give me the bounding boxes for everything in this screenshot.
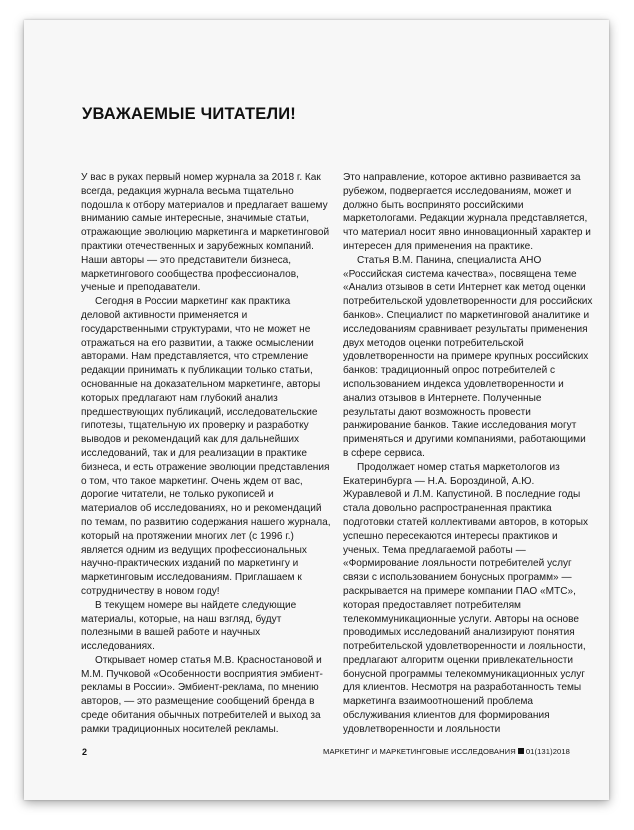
page-title: УВАЖАЕМЫЕ ЧИТАТЕЛИ! <box>82 105 296 123</box>
paragraph: Это направление, которое активно развивается за рубежом, подвергается исследованиям, может и должно быть воспринято российскими маркетологами. Редакции журнала представляется, что материал носит явно инновационный характер и интересен для применения на практике. <box>343 172 591 252</box>
right-column <box>343 171 593 737</box>
paragraph: Сегодня в России маркетинг как практика деловой активности применяется и государственными структурами, что не может не отражаться на его развитии, а также осмыслении авторами. Нам представляется, что стремление редакции принимать к публикации только статьи, основанные на доказательном маркетинге, авторы которых предлагают нам глубокий анализ предшествующих публикаций, исследовательские гипотезы, тщательную их проверку и разработку выводов и рекомендаций как для дальнейших исследований, так и для реализации в практике бизнеса, и есть отражение эволюции представления о том, что такое маркетинг. Очень ждем от вас, дорогие читатели, не только рукописей и материалов об исследованиях, но и рекомендаций по темам, по развитию содержания нашего журнала, который на протяжении многих лет (с 1996 г.) является одним из ведущих профессиональных научно-практических изданий по маркетингу и маркетинговым исследованиям. Приглашаем к сотрудничеству в новом году! <box>81 296 331 597</box>
journal-page <box>24 20 609 800</box>
paragraph: В текущем номере вы найдете следующие материалы, которые, на наш взгляд, будут полезными в вашей работе и научных исследованиях. <box>81 599 297 653</box>
page-number: 2 <box>82 747 88 757</box>
journal-name: МАРКЕТИНГ И МАРКЕТИНГОВЫЕ ИССЛЕДОВАНИЯ <box>323 747 516 756</box>
square-separator-icon <box>518 748 524 754</box>
paragraph: Продолжает номер статья маркетологов из Екатеринбурга — Н.А. Бороздиной, А.Ю. Журавлевой и Л.М. Капустиной. В последние годы стала довольно распространенная практика подготовки статей коллективами авторов, в которых успешно пересекаются интересы практиков и ученых. Тема предлагаемой работы — «Формирование лояльности потребителей услуг связи с использованием бонусных программ» — раскрывается на примере компании ПАО «МТС», которая предоставляет потребителям телекоммуникационные услуги. Авторы на основе проводимых исследований анализируют понятия потребительской удовлетворенности и лояльности, предлагают алгоритм оценки привлекательности бонусной программы телекоммуникационных услуг для клиентов. Несмотря на разработанность темы маркетинга взаимоотношений проблема обслуживания клиентов для формирования удовлетворенности и лояльности <box>343 461 589 735</box>
issue-number: 01(131)2018 <box>525 747 570 756</box>
paragraph: Открывает номер статья М.В. Красностановой и М.М. Пучковой «Особенности восприятия эмбиент-рекламы в России». Эмбиент-реклама, по мнению авторов, — это размещение сообщений бренда в среде обитания обычных потребителей и выход за рамки традиционных носителей рекламы. <box>81 654 323 735</box>
paragraph: У вас в руках первый номер журнала за 2018 г. Как всегда, редакция журнала весьма тщательно подошла к отбору материалов и предлагает вашему вниманию самые интересные, значимые статьи, отражающие эволюцию маркетинга и маркетинговой практики отечественных и зарубежных компаний. Наши авторы — это представители бизнеса, маркетингового сообщества профессионалов, ученые и преподаватели. <box>81 172 330 294</box>
paragraph: Статья В.М. Панина, специалиста АНО «Российская система качества», посвящена теме «Анализ отзывов в сети Интернет как метод оценки потребительской удовлетворенности для российских банков». Специалист по маркетинговой аналитике и исследованиям сравнивает результаты применения двух методов оценки потребительской удовлетворенности на примере крупных российских банков: традиционный опрос потребителей с использованием индекса удовлетворенности и анализ отзывов в Интернете. Полученные результаты дают возможность провести ранжирование банков. Такие исследования могут применяться и другими компаниями, работающими в сфере сервиса. <box>343 254 593 459</box>
left-column <box>81 171 331 737</box>
journal-footer <box>323 747 570 756</box>
